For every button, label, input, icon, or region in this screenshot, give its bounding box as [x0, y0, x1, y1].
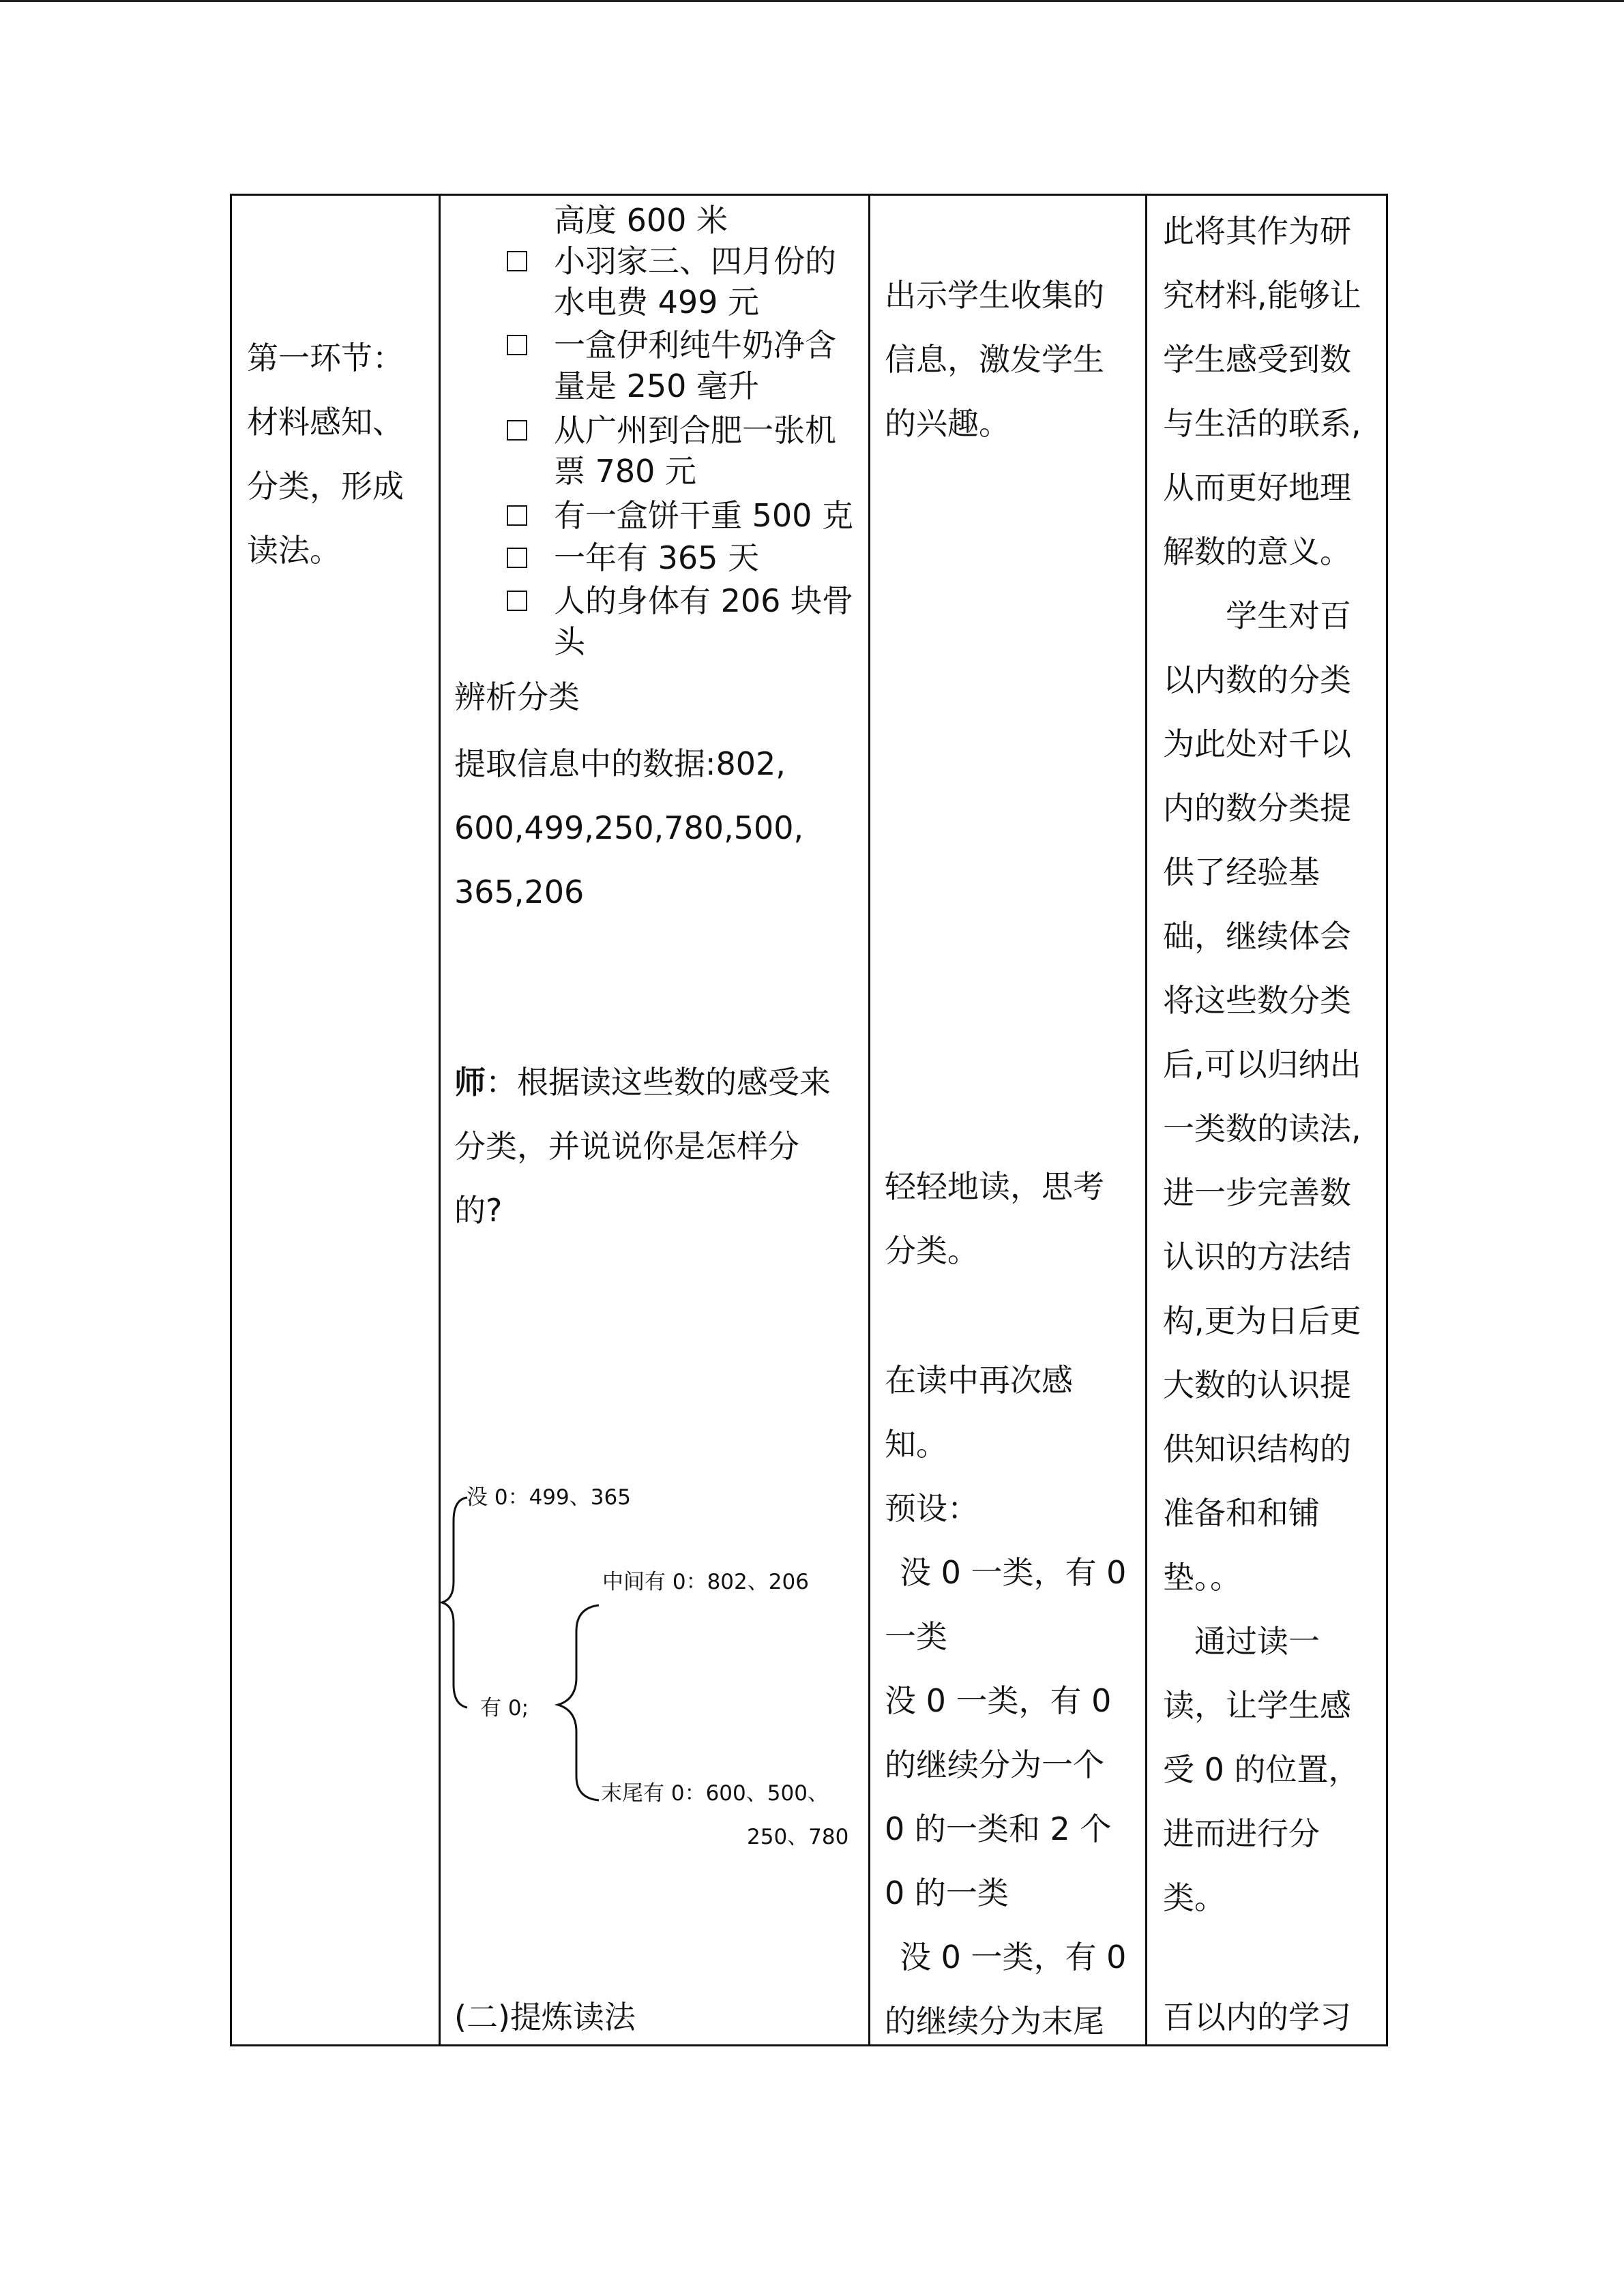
info-line: 人的身体有 206 块骨: [554, 582, 854, 619]
info-line: 一盒伊利纯牛奶净含: [554, 327, 836, 363]
activity-line: 0 的一类和 2 个: [885, 1810, 1112, 1847]
info-line: 头: [554, 623, 585, 660]
info-line: 量是 250 毫升: [554, 368, 760, 404]
intent-line: 后,可以归纳出: [1163, 1046, 1361, 1083]
intent-line: 受 0 的位置，: [1163, 1751, 1360, 1788]
intent-line: 础，继续体会: [1163, 918, 1351, 955]
stage-title-line: 第一环节：: [247, 340, 404, 376]
activity-line: 出示学生收集的: [885, 277, 1104, 314]
activity-line: 预设：: [885, 1490, 979, 1527]
activity-line: 没 0 一类，有 0: [900, 1554, 1127, 1591]
intent-line: 以内数的分类: [1163, 661, 1351, 698]
info-line: 票 780 元: [554, 453, 697, 490]
activity-line: 在读中再次感: [885, 1362, 1073, 1399]
activity-line: 没 0 一类，有 0: [900, 1939, 1127, 1976]
intent-line: 此将其作为研: [1163, 213, 1351, 250]
info-line: 小羽家三、四月份的: [554, 243, 836, 280]
info-line: 从广州到合肥一张机: [554, 412, 836, 449]
info-line: 一年有 365 天: [554, 539, 760, 576]
intent-line: 类。: [1163, 1879, 1226, 1916]
stage-title-line: 分类，形成: [247, 468, 404, 505]
intent-line: 一类数的读法,: [1163, 1110, 1361, 1147]
teacher-line: 的?: [454, 1192, 503, 1229]
info-line: 水电费 499 元: [554, 284, 760, 320]
intent-line: 将这些数分类: [1163, 982, 1351, 1019]
student-activity-2: [885, 1154, 1104, 1283]
tree-has-zero: 有 0;: [480, 1696, 529, 1720]
activity-line: 没 0 一类，有 0: [885, 1682, 1112, 1719]
activity-line: 信息，激发学生: [885, 341, 1104, 378]
activity-line: 知。: [885, 1426, 947, 1463]
intent-line: 准备和和铺: [1163, 1495, 1320, 1532]
intent-line: 究材料,能够让: [1163, 277, 1361, 314]
intent-line: 垫。。: [1163, 1559, 1241, 1596]
intent-line: 从而更好地理: [1163, 469, 1351, 506]
intent-line: 与生活的联系,: [1163, 405, 1361, 442]
intent-line: 大数的认识提: [1163, 1367, 1351, 1403]
intent-line: 为此处对千以: [1163, 726, 1351, 762]
intent-line-last: 百以内的学习: [1163, 1999, 1351, 2036]
refine-heading: (二)提炼读法: [454, 1999, 636, 2036]
info-top-line: 高度 600 米: [554, 202, 728, 239]
intent-line: 供了经验基: [1163, 854, 1320, 891]
stage-title-line: 读法。: [247, 532, 341, 569]
tree-end-zero: 末尾有 0：600、500、: [601, 1781, 829, 1806]
activity-line: 的继续分为末尾: [885, 2003, 1104, 2040]
tree-no-zero: 没 0：499、365: [467, 1485, 631, 1510]
teacher-line: 分类，并说说你是怎样分: [454, 1128, 799, 1165]
intent-line: 进一步完善数: [1163, 1174, 1351, 1211]
tree-middle-zero: 中间有 0：802、206: [602, 1570, 809, 1594]
design-intent: [1163, 199, 1361, 1930]
extract-line: 600,499,250,780,500,: [454, 809, 804, 846]
activity-line: 分类。: [885, 1232, 979, 1269]
student-activity-1: [885, 263, 1104, 456]
teacher-label: 师: [454, 1064, 486, 1101]
info-line: 有一盒饼干重 500 克: [554, 497, 854, 534]
intent-line: 构,更为日后更: [1163, 1302, 1361, 1339]
activity-line: 的继续分为一个: [885, 1746, 1104, 1783]
intent-line: 供知识结构的: [1163, 1431, 1351, 1467]
intent-line: 认识的方法结: [1163, 1238, 1351, 1275]
extract-line: 提取信息中的数据:802,: [454, 745, 786, 782]
intent-line: 读，让学生感: [1163, 1687, 1351, 1724]
analyze-heading: 辨析分类: [454, 679, 580, 715]
intent-line: 进而进行分: [1163, 1815, 1320, 1852]
teacher-line: ：根据读这些数的感受来: [486, 1064, 831, 1101]
intent-line: 通过读一: [1194, 1623, 1320, 1660]
student-activity-3: [885, 1348, 1126, 2053]
activity-line: 一类: [885, 1618, 947, 1655]
intent-line: 解数的意义。: [1163, 533, 1351, 570]
activity-line: 0 的一类: [885, 1875, 1009, 1911]
intent-line: 学生感受到数: [1163, 341, 1351, 378]
stage-title-line: 材料感知、: [247, 404, 404, 441]
intent-line: 内的数分类提: [1163, 790, 1351, 826]
tree-end-zero-cont: 250、780: [747, 1825, 849, 1849]
activity-line: 轻轻地读，思考: [885, 1168, 1104, 1205]
extract-line: 365,206: [454, 874, 585, 910]
activity-line: 的兴趣。: [885, 405, 1010, 442]
intent-line: 学生对百: [1226, 597, 1351, 634]
